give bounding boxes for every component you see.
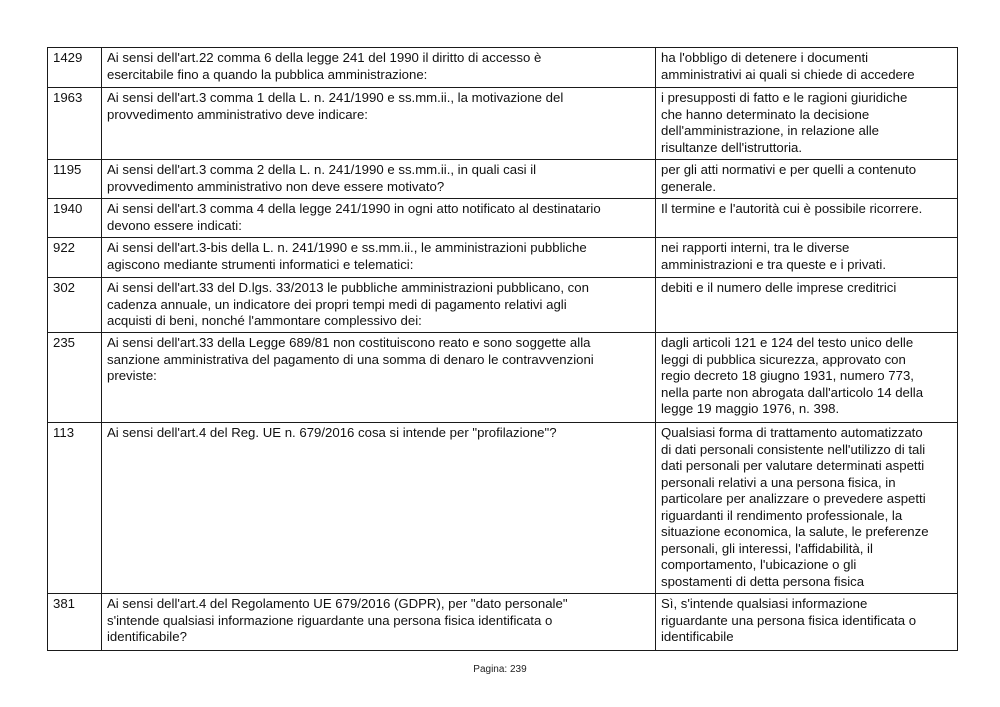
table-row bbox=[48, 423, 958, 594]
question-answer-table bbox=[47, 47, 958, 651]
question-cell: Ai sensi dell'art.33 della Legge 689/81 non costituiscono reato e sono soggette alla sanzione amministrativa del pagamento di una somma di denaro le contravvenzioni previste: bbox=[102, 333, 656, 423]
question-cell: Ai sensi dell'art.4 del Reg. UE n. 679/2016 cosa si intende per "profilazione"? bbox=[102, 423, 656, 594]
answer-cell: per gli atti normativi e per quelli a contenuto generale. bbox=[656, 160, 958, 199]
question-cell: Ai sensi dell'art.3 comma 4 della legge 241/1990 in ogni atto notificato al destinatario devono essere indicati: bbox=[102, 199, 656, 238]
question-id-cell: 1940 bbox=[48, 199, 102, 238]
question-cell: Ai sensi dell'art.33 del D.lgs. 33/2013 le pubbliche amministrazioni pubblicano, con cadenza annuale, un indicatore dei propri tempi medi di pagamento relativi agli acquisti di beni, nonché l'ammontare complessivo dei: bbox=[102, 278, 656, 333]
answer-cell: dagli articoli 121 e 124 del testo unico delle leggi di pubblica sicurezza, approvato con regio decreto 18 giugno 1931, numero 773, nella parte non abrogata dall'articolo 14 della legge 19 maggio 1976, n. 398. bbox=[656, 333, 958, 423]
answer-cell: Il termine e l'autorità cui è possibile ricorrere. bbox=[656, 199, 958, 238]
answer-cell: debiti e il numero delle imprese creditrici bbox=[656, 278, 958, 333]
question-id-cell: 922 bbox=[48, 238, 102, 278]
question-id-cell: 235 bbox=[48, 333, 102, 423]
question-cell: Ai sensi dell'art.4 del Regolamento UE 679/2016 (GDPR), per "dato personale" s'intende qualsiasi informazione riguardante una persona fisica identificata o identificabile? bbox=[102, 594, 656, 651]
question-cell: Ai sensi dell'art.22 comma 6 della legge 241 del 1990 il diritto di accesso è esercitabile fino a quando la pubblica amministrazione: bbox=[102, 48, 656, 88]
question-id-cell: 381 bbox=[48, 594, 102, 651]
answer-cell: Qualsiasi forma di trattamento automatizzato di dati personali consistente nell'utilizzo di tali dati personali per valutare determinati aspetti personali relativi a una persona fisica, in particolare per analizzare o prevedere aspetti riguardanti il rendimento professionale, la situazione economica, la salute, le preferenze personali, gli interessi, l'affidabilità, il comportamento, l'ubicazione o gli spostamenti di detta persona fisica bbox=[656, 423, 958, 594]
answer-cell: nei rapporti interni, tra le diverse amministrazioni e tra queste e i privati. bbox=[656, 238, 958, 278]
table-row bbox=[48, 333, 958, 423]
question-id-cell: 113 bbox=[48, 423, 102, 594]
question-id-cell: 1429 bbox=[48, 48, 102, 88]
question-cell: Ai sensi dell'art.3 comma 2 della L. n. 241/1990 e ss.mm.ii., in quali casi il provvedimento amministrativo non deve essere motivato? bbox=[102, 160, 656, 199]
table-row bbox=[48, 160, 958, 199]
table-row bbox=[48, 594, 958, 651]
question-id-cell: 1963 bbox=[48, 88, 102, 160]
table-row bbox=[48, 48, 958, 88]
question-id-cell: 302 bbox=[48, 278, 102, 333]
question-cell: Ai sensi dell'art.3-bis della L. n. 241/1990 e ss.mm.ii., le amministrazioni pubbliche agiscono mediante strumenti informatici e telematici: bbox=[102, 238, 656, 278]
question-cell: Ai sensi dell'art.3 comma 1 della L. n. 241/1990 e ss.mm.ii., la motivazione del provvedimento amministrativo deve indicare: bbox=[102, 88, 656, 160]
table-row bbox=[48, 199, 958, 238]
table-row bbox=[48, 88, 958, 160]
answer-cell: Sì, s'intende qualsiasi informazione riguardante una persona fisica identificata o identificabile bbox=[656, 594, 958, 651]
answer-cell: i presupposti di fatto e le ragioni giuridiche che hanno determinato la decisione dell'amministrazione, in relazione alle risultanze dell'istruttoria. bbox=[656, 88, 958, 160]
table-row bbox=[48, 238, 958, 278]
answer-cell: ha l'obbligo di detenere i documenti amministrativi ai quali si chiede di accedere bbox=[656, 48, 958, 88]
question-id-cell: 1195 bbox=[48, 160, 102, 199]
page-number: Pagina: 239 bbox=[473, 664, 527, 675]
table-row bbox=[48, 278, 958, 333]
